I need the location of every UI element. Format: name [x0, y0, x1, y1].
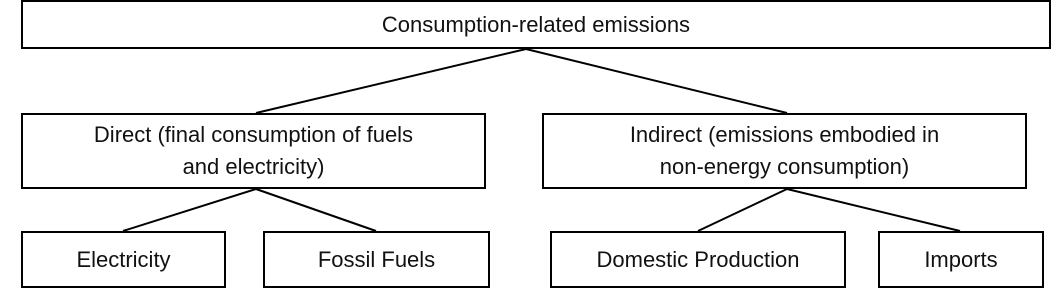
domestic-production-node-label: Domestic Production	[596, 246, 800, 272]
imports-node	[878, 231, 1044, 288]
fossil-fuels-node	[263, 231, 490, 288]
electricity-node-label: Electricity	[76, 246, 171, 272]
direct-node	[21, 113, 486, 189]
connector-root-to-direct	[256, 49, 526, 113]
connector-direct-to-fossil-fuels	[256, 189, 376, 231]
indirect-node-label-line2: non-energy consumption)	[659, 154, 910, 179]
fossil-fuels-node-label: Fossil Fuels	[317, 246, 436, 272]
root-node-label: Consumption-related emissions	[381, 11, 691, 37]
connector-indirect-to-domestic-production	[698, 189, 787, 231]
connector-direct-to-electricity	[123, 189, 256, 231]
indirect-node	[542, 113, 1027, 189]
connector-indirect-to-imports	[787, 189, 960, 231]
imports-node-label: Imports	[924, 246, 998, 272]
root-node	[21, 0, 1051, 49]
electricity-node	[21, 231, 226, 288]
connector-root-to-indirect	[526, 49, 787, 113]
domestic-production-node	[550, 231, 846, 288]
indirect-node-label-line1: Indirect (emissions embodied in	[629, 122, 940, 148]
direct-node-label-line1: Direct (final consumption of fuels	[93, 122, 414, 148]
direct-node-label-line2: and electricity)	[182, 154, 325, 179]
